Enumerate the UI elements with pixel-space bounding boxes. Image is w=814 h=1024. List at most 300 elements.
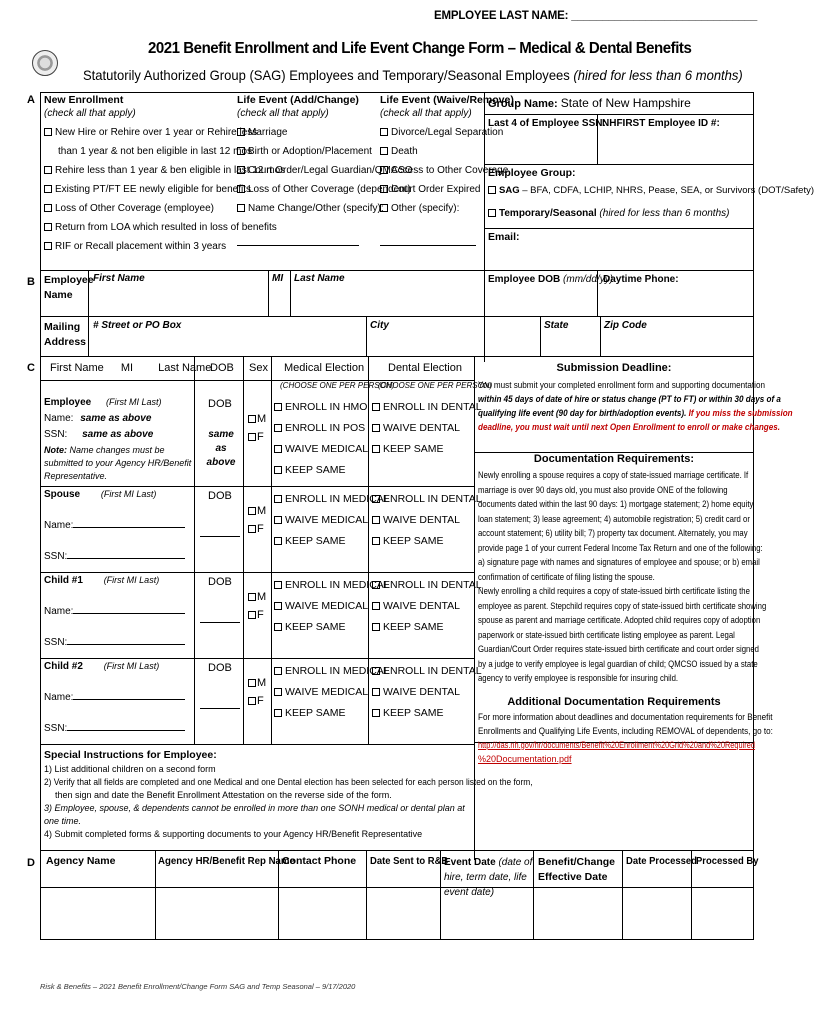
nhfirst-id-label: NHFIRST Employee ID #: bbox=[602, 118, 720, 129]
choose-one-dental: (CHOOSE ONE PER PERSON) bbox=[378, 381, 493, 390]
additional-line-2: Enrollments and Qualifying Life Events, including REMOVAL of dependents, go to: bbox=[478, 725, 773, 736]
dependent-dob-field[interactable] bbox=[200, 536, 240, 537]
enroll-dental-option[interactable] bbox=[372, 489, 482, 510]
dependent-sub: (First MI Last) bbox=[103, 661, 160, 671]
documentation-line: Guardian/Court Order requires state-issued birth certificate and court order signed bbox=[478, 644, 759, 654]
rehire-eligible-option[interactable] bbox=[44, 164, 286, 177]
col-first-name: First Name bbox=[50, 362, 104, 374]
special-heading: Special Instructions for Employee: bbox=[44, 749, 217, 761]
dependent-sex bbox=[248, 674, 266, 710]
option-label: WAIVE MEDICAL bbox=[285, 514, 369, 526]
group-name-label: Group Name: bbox=[488, 98, 558, 110]
checkbox[interactable] bbox=[274, 495, 282, 503]
waive-dental-option[interactable] bbox=[372, 596, 482, 617]
checkbox[interactable] bbox=[274, 424, 282, 432]
option-label: ENROLL IN DENTAL bbox=[383, 665, 482, 677]
option-label: KEEP SAME bbox=[285, 707, 346, 719]
temp-seasonal-option[interactable] bbox=[488, 207, 729, 220]
special-item-3: 3) Employee, spouse, & dependents cannot be enrolled in more than one SONH medical or dental plan at one time. bbox=[44, 803, 465, 826]
sag-text: – BFA, CDFA, LCHIP, NHRS, Pease, SEA, or Survivors (DOT/Safety) bbox=[522, 185, 814, 196]
employee-first-name-field[interactable] bbox=[92, 286, 266, 314]
checkbox[interactable] bbox=[372, 688, 380, 696]
checkbox[interactable] bbox=[237, 204, 245, 212]
option-label: ENROLL IN POS bbox=[285, 422, 366, 434]
enroll-dental-option[interactable] bbox=[372, 397, 482, 418]
dependent-label: Spouse bbox=[44, 489, 81, 500]
option-label: KEEP SAME bbox=[285, 621, 346, 633]
death-option[interactable] bbox=[380, 145, 484, 158]
sex-f-option[interactable] bbox=[248, 428, 266, 446]
keep-same-dental-option[interactable] bbox=[372, 439, 482, 460]
keep-same-dental-option[interactable] bbox=[372, 617, 482, 638]
documentation-line: Newly enrolling a spouse requires a copy of state-issued marriage certificate. If bbox=[478, 470, 749, 480]
loss-other-coverage-option[interactable] bbox=[237, 183, 411, 196]
employee-row-sub: (First MI Last) bbox=[106, 397, 162, 407]
checkbox[interactable] bbox=[380, 185, 388, 193]
documentation-line: marriage is over 90 days old, you must also provide ONE of the following bbox=[478, 484, 728, 495]
checkbox[interactable] bbox=[44, 128, 52, 136]
option-label: WAIVE DENTAL bbox=[383, 686, 461, 698]
sex-m-option[interactable] bbox=[248, 588, 266, 606]
checkbox[interactable] bbox=[237, 147, 245, 155]
checkbox[interactable] bbox=[248, 611, 256, 619]
submission-text-3-red: If you miss the submission bbox=[688, 408, 793, 418]
docs-heading: Documentation Requirements: bbox=[533, 453, 695, 465]
documentation-line: agency to verify employee is responsible for insuring child. bbox=[478, 673, 679, 683]
sex-f-label: F bbox=[257, 431, 264, 443]
checkbox[interactable] bbox=[372, 602, 380, 610]
mi-label: MI bbox=[272, 273, 284, 284]
employee-dob-value: same as above bbox=[206, 429, 236, 468]
employee-last-name-label: EMPLOYEE LAST NAME: ______________________________ bbox=[434, 10, 758, 22]
name-change-option[interactable] bbox=[237, 202, 382, 215]
submission-text-2: within 45 days of date of hire or status change (PT to FT) or within 30 days of a bbox=[478, 394, 781, 404]
submission-text-4: deadline, you must wait until next Open Enrollment to enroll or make changes. bbox=[478, 422, 781, 432]
event-date-field[interactable] bbox=[442, 889, 531, 938]
ssn-label: SSN: bbox=[44, 637, 68, 648]
documentation-line: a) signature page with names and signatures of employee and spouse; or b) email bbox=[478, 557, 760, 567]
option-label: WAIVE DENTAL bbox=[383, 514, 461, 526]
submission-text-3: qualifying life event (90 day for birth/adoption events). bbox=[478, 408, 687, 418]
option-label: Rehire less than 1 year & ben eligible in last 12 mos bbox=[55, 165, 286, 176]
option-label: WAIVE MEDICAL bbox=[285, 686, 369, 698]
option-label: ENROLL IN MEDICAL bbox=[285, 493, 390, 505]
employee-group-label: Employee Group: bbox=[488, 167, 576, 179]
employee-dob-label bbox=[488, 274, 613, 285]
dependent-dental-options bbox=[372, 575, 482, 638]
checkbox[interactable] bbox=[248, 697, 256, 705]
special-item-4: 4) Submit completed forms & supporting documents to your Agency HR/Benefit Representative bbox=[44, 829, 423, 839]
checkbox[interactable] bbox=[372, 581, 380, 589]
option-label: Birth or Adoption/Placement bbox=[248, 146, 372, 157]
option-label: ENROLL IN DENTAL bbox=[383, 493, 482, 505]
employee-dental-options bbox=[372, 397, 482, 460]
dependent-dob: DOB bbox=[208, 576, 232, 588]
checkbox[interactable] bbox=[237, 128, 245, 136]
group-name-value: State of New Hampshire bbox=[560, 96, 691, 110]
documentation-line: account statement; 6) utility bill; 7) property tax document. Alternately, you may bbox=[478, 528, 748, 538]
enroll-hmo-option[interactable] bbox=[274, 397, 368, 418]
option-label: KEEP SAME bbox=[383, 535, 444, 547]
first-name-label: First Name bbox=[93, 273, 145, 284]
agency-rep-field[interactable] bbox=[157, 889, 276, 938]
checkbox[interactable] bbox=[274, 667, 282, 675]
dependent-dob: DOB bbox=[208, 662, 232, 674]
new-enrollment-heading: New Enrollment bbox=[44, 94, 124, 106]
option-label: Return from LOA which resulted in loss of benefits bbox=[55, 222, 277, 233]
option-label: ENROLL IN HMO bbox=[285, 401, 368, 413]
checkbox[interactable] bbox=[248, 507, 256, 515]
checkbox[interactable] bbox=[248, 433, 256, 441]
employee-name-value: same as above bbox=[80, 413, 152, 424]
processed-by-field[interactable] bbox=[693, 889, 752, 938]
dependent-ssn-row[interactable] bbox=[44, 550, 192, 563]
checkbox[interactable] bbox=[237, 185, 245, 193]
dependent-sub: (First MI Last) bbox=[100, 489, 157, 499]
effective-date-field[interactable] bbox=[535, 889, 620, 938]
sex-m-option[interactable] bbox=[248, 410, 266, 428]
option-label: WAIVE MEDICAL bbox=[285, 443, 369, 455]
option-label: WAIVE DENTAL bbox=[383, 422, 461, 434]
new-hire-option-continued: than 1 year & not ben eligible in last 12 mos bbox=[58, 146, 253, 157]
option-label: ENROLL IN DENTAL bbox=[383, 579, 482, 591]
nhfirst-id-field[interactable] bbox=[602, 132, 750, 160]
employee-medical-options bbox=[274, 397, 368, 481]
city-label: City bbox=[370, 320, 389, 331]
state-seal-icon bbox=[32, 50, 58, 76]
return-loa-option[interactable] bbox=[44, 221, 277, 234]
dependent-dob: DOB bbox=[208, 490, 232, 502]
enroll-dental-option[interactable] bbox=[372, 661, 482, 682]
waive-medical-option[interactable] bbox=[274, 439, 368, 460]
state-label: State bbox=[544, 320, 569, 331]
col-dental-election: Dental Election bbox=[388, 362, 462, 374]
option-label: Divorce/Legal Separation bbox=[391, 127, 504, 138]
dependent-ssn-field[interactable] bbox=[67, 644, 185, 645]
spouse-row bbox=[44, 488, 192, 563]
checkbox[interactable] bbox=[274, 466, 282, 474]
dependent-name-field[interactable] bbox=[73, 527, 185, 528]
sag-label: SAG bbox=[499, 185, 520, 196]
checkbox[interactable] bbox=[44, 204, 52, 212]
rif-recall-option[interactable] bbox=[44, 240, 234, 253]
date-sent-field[interactable] bbox=[368, 889, 438, 938]
name-label: Name: bbox=[44, 520, 74, 531]
dependent-label: Child #1 bbox=[44, 575, 83, 586]
child-2-row bbox=[44, 660, 192, 735]
email-label: Email: bbox=[488, 231, 520, 243]
submission-text-1: You must submit your completed enrollment form and supporting documentation bbox=[478, 380, 765, 390]
agency-name-field[interactable] bbox=[42, 889, 153, 938]
name-change-specify-field[interactable] bbox=[237, 245, 359, 246]
agency-rep-label: Agency HR/Benefit Rep Name bbox=[158, 855, 295, 867]
street-label: # Street or PO Box bbox=[93, 320, 182, 331]
checkbox[interactable] bbox=[274, 403, 282, 411]
choose-one-medical: (CHOOSE ONE PER PERSON) bbox=[280, 381, 395, 390]
employee-row bbox=[44, 396, 192, 483]
keep-same-medical-option[interactable] bbox=[274, 460, 368, 481]
documentation-line: by a judge to verify employee is legal guardian of child; QMCSO issued by a state bbox=[478, 658, 758, 669]
checkbox[interactable] bbox=[380, 128, 388, 136]
option-label: WAIVE MEDICAL bbox=[285, 600, 369, 612]
option-label: RIF or Recall placement within 3 years bbox=[55, 241, 227, 252]
checkbox[interactable] bbox=[248, 415, 256, 423]
mailing-address-label: Mailing Address bbox=[44, 321, 87, 348]
additional-heading: Additional Documentation Requirements bbox=[507, 695, 721, 708]
sex-m-option[interactable] bbox=[248, 674, 266, 692]
subtitle-note: (hired for less than 6 months) bbox=[573, 67, 743, 83]
employee-last-name-field[interactable] bbox=[294, 286, 480, 314]
form-subtitle bbox=[83, 67, 743, 83]
sex-f-label: F bbox=[257, 523, 264, 535]
sex-m-label: M bbox=[257, 591, 267, 603]
date-processed-field[interactable] bbox=[624, 889, 689, 938]
checkbox[interactable] bbox=[488, 209, 496, 217]
sex-f-option[interactable] bbox=[248, 606, 266, 624]
section-d-letter: D bbox=[27, 857, 35, 869]
col-medical-election: Medical Election bbox=[284, 362, 365, 374]
documentation-link-continued[interactable]: %20Documentation.pdf bbox=[478, 753, 572, 764]
employee-dob: DOB bbox=[208, 398, 232, 410]
temp-label: Temporary/Seasonal bbox=[499, 208, 597, 219]
documentation-line: loan statement; 3) lease agreement; 4) automobile registration; 5) credit card or bbox=[478, 513, 750, 524]
court-order-option[interactable] bbox=[237, 164, 413, 177]
option-label: WAIVE DENTAL bbox=[383, 600, 461, 612]
life-event-add-note: (check all that apply) bbox=[237, 108, 329, 119]
checkbox[interactable] bbox=[44, 185, 52, 193]
checkbox[interactable] bbox=[372, 424, 380, 432]
dependent-dental-options bbox=[372, 661, 482, 724]
other-specify-option[interactable] bbox=[380, 202, 484, 215]
option-label: KEEP SAME bbox=[285, 535, 346, 547]
option-label: Loss of Other Coverage (employee) bbox=[55, 203, 214, 214]
contact-phone-label: Contact Phone bbox=[282, 855, 357, 867]
checkbox[interactable] bbox=[274, 688, 282, 696]
option-label: KEEP SAME bbox=[383, 621, 444, 633]
note-label: Note: bbox=[44, 445, 67, 455]
option-label: Name Change/Other (specify): bbox=[248, 203, 384, 214]
employee-ssn-value: same as above bbox=[82, 429, 154, 440]
section-c-letter: C bbox=[27, 362, 35, 374]
date-sent-label: Date Sent to R&B bbox=[370, 855, 449, 867]
life-event-add-heading: Life Event (Add/Change) bbox=[237, 94, 359, 106]
employee-sex bbox=[248, 410, 266, 446]
keep-same-dental-option[interactable] bbox=[372, 531, 482, 552]
agency-name-label: Agency Name bbox=[46, 855, 116, 867]
access-other-coverage-option[interactable] bbox=[380, 164, 509, 177]
checkbox[interactable] bbox=[248, 679, 256, 687]
sex-m-option[interactable] bbox=[248, 502, 266, 520]
sex-f-option[interactable] bbox=[248, 520, 266, 538]
marriage-option[interactable] bbox=[237, 126, 382, 139]
dependent-dob-field[interactable] bbox=[200, 708, 240, 709]
option-label: KEEP SAME bbox=[383, 707, 444, 719]
checkbox[interactable] bbox=[372, 709, 380, 717]
option-label: ENROLL IN DENTAL bbox=[383, 401, 482, 413]
dependents-header bbox=[50, 362, 211, 374]
enroll-pos-option[interactable] bbox=[274, 418, 368, 439]
existing-ee-option[interactable] bbox=[44, 183, 252, 196]
checkbox[interactable] bbox=[372, 445, 380, 453]
dependent-ssn-field[interactable] bbox=[67, 558, 185, 559]
date-processed-label: Date Processed bbox=[626, 855, 697, 867]
option-label: KEEP SAME bbox=[383, 443, 444, 455]
other-specify-field[interactable] bbox=[380, 245, 476, 246]
dependent-ssn-row[interactable] bbox=[44, 636, 192, 649]
additional-line-1: For more information about deadlines and documentation requirements for Benefit bbox=[478, 711, 773, 722]
checkbox[interactable] bbox=[237, 166, 245, 174]
dependent-sex bbox=[248, 588, 266, 624]
special-item-2-continued: then sign and date the Benefit Enrollment Attestation on the reverse side of the form. bbox=[55, 790, 392, 800]
new-enrollment-note: (check all that apply) bbox=[44, 108, 136, 119]
dependent-label: Child #2 bbox=[44, 661, 83, 672]
checkbox[interactable] bbox=[274, 623, 282, 631]
checkbox[interactable] bbox=[274, 537, 282, 545]
checkbox[interactable] bbox=[488, 186, 496, 194]
employee-ssn-label: SSN: bbox=[44, 429, 68, 440]
checkbox[interactable] bbox=[274, 516, 282, 524]
checkbox[interactable] bbox=[372, 537, 380, 545]
col-sex: Sex bbox=[249, 362, 268, 374]
submission-heading: Submission Deadline: bbox=[556, 362, 672, 374]
checkbox[interactable] bbox=[44, 223, 52, 231]
subtitle-text: Statutorily Authorized Group (SAG) Employees and Temporary/Seasonal Employees bbox=[83, 67, 570, 83]
dependent-sub: (First MI Last) bbox=[103, 575, 160, 585]
ssn-label: SSN: bbox=[44, 551, 68, 562]
effective-date-label: Benefit/Change Effective Date bbox=[538, 856, 616, 883]
form-title: 2021 Benefit Enrollment and Life Event Change Form – Medical & Dental Benefits bbox=[148, 40, 692, 57]
footer-text: Risk & Benefits – 2021 Benefit Enrollment/Change Form SAG and Temp Seasonal – 9/17/2020 bbox=[40, 982, 356, 991]
special-item-2: 2) Verify that all fields are completed and one Medical and one Dental election has been selected for each person listed on the form, bbox=[44, 777, 533, 787]
option-label: New Hire or Rehire over 1 year or Rehire less bbox=[55, 127, 258, 138]
option-label: ENROLL IN MEDICAL bbox=[285, 579, 390, 591]
option-label: Access to Other Coverage bbox=[391, 165, 509, 176]
checkbox[interactable] bbox=[248, 525, 256, 533]
sex-f-label: F bbox=[257, 609, 264, 621]
employee-name-label: Name: bbox=[44, 413, 74, 424]
dependent-name-row[interactable] bbox=[44, 519, 192, 532]
checkbox[interactable] bbox=[372, 403, 380, 411]
employee-name-label: Employee Name bbox=[44, 274, 94, 301]
option-label: KEEP SAME bbox=[285, 464, 346, 476]
documentation-link[interactable]: http://das.nh.gov/hr/documents/Benefit%20Enrollment%20Grid%20and%20Required bbox=[478, 739, 755, 750]
checkbox[interactable] bbox=[372, 667, 380, 675]
documentation-line: Newly enrolling a child requires a copy of state-issued birth certificate listing the bbox=[478, 586, 750, 596]
checkbox[interactable] bbox=[274, 581, 282, 589]
documentation-line: provide page 1 of your current Federal Income Tax Return and one of the following: bbox=[478, 542, 763, 553]
sex-f-label: F bbox=[257, 695, 264, 707]
option-label: ENROLL IN MEDICAL bbox=[285, 665, 390, 677]
checkbox[interactable] bbox=[372, 623, 380, 631]
sex-m-label: M bbox=[257, 413, 267, 425]
event-date-text: Event Date bbox=[444, 857, 496, 868]
enroll-dental-option[interactable] bbox=[372, 575, 482, 596]
event-date-note: (date of hire, term date, life event date) bbox=[444, 857, 533, 898]
option-label: Other (specify): bbox=[391, 203, 460, 214]
sag-option[interactable] bbox=[488, 184, 814, 197]
dependent-dental-options bbox=[372, 489, 482, 552]
processed-by-label: Processed By bbox=[696, 855, 759, 867]
name-label: Name: bbox=[44, 606, 74, 617]
ssn-last4-field[interactable] bbox=[488, 132, 593, 160]
ssn-last4-label: Last 4 of Employee SSN: bbox=[488, 118, 606, 129]
waive-dental-option[interactable] bbox=[372, 418, 482, 439]
dependent-ssn-row[interactable] bbox=[44, 722, 192, 735]
section-b-letter: B bbox=[27, 276, 35, 288]
last-name-label: Last Name bbox=[294, 273, 345, 284]
option-label: Death bbox=[391, 146, 418, 157]
col-dob: DOB bbox=[210, 362, 234, 374]
documentation-line: confirmation of certificate of filing listing the spouse. bbox=[478, 571, 655, 582]
dependent-sex bbox=[248, 502, 266, 538]
dependent-ssn-field[interactable] bbox=[67, 730, 185, 731]
divorce-option[interactable] bbox=[380, 126, 504, 139]
life-event-waive-note: (check all that apply) bbox=[380, 108, 472, 119]
checkbox[interactable] bbox=[380, 204, 388, 212]
ssn-label: SSN: bbox=[44, 723, 68, 734]
contact-phone-field[interactable] bbox=[280, 889, 364, 938]
birth-adoption-option[interactable] bbox=[237, 145, 382, 158]
name-label: Name: bbox=[44, 692, 74, 703]
temp-note: (hired for less than 6 months) bbox=[599, 208, 730, 219]
dependent-name-field[interactable] bbox=[73, 613, 185, 614]
checkbox[interactable] bbox=[248, 593, 256, 601]
child-1-row bbox=[44, 574, 192, 649]
checkbox[interactable] bbox=[372, 516, 380, 524]
waive-dental-option[interactable] bbox=[372, 682, 482, 703]
note-text: Name changes must be submitted to your Agency HR/Benefit Representative. bbox=[44, 445, 192, 481]
new-hire-option[interactable] bbox=[44, 126, 258, 139]
email-field[interactable] bbox=[530, 231, 750, 267]
col-mi: MI bbox=[120, 362, 134, 374]
dob-format: (mm/dd/yy) bbox=[563, 274, 614, 285]
option-label: Existing PT/FT EE newly eligible for benefits bbox=[55, 184, 252, 195]
life-event-waive-heading: Life Event (Waive/Remove) bbox=[380, 94, 514, 106]
documentation-line: documents dated within the last 90 days: 1) mortgage statement; 2) home equity bbox=[478, 499, 754, 509]
documentation-line: paperwork or state-issued birth certificate listing employee as parent. Legal bbox=[478, 629, 735, 640]
court-order-expired-option[interactable] bbox=[380, 183, 484, 196]
checkbox[interactable] bbox=[380, 166, 388, 174]
keep-same-dental-option[interactable] bbox=[372, 703, 482, 724]
daytime-phone-label: Daytime Phone: bbox=[603, 274, 679, 285]
loss-coverage-option[interactable] bbox=[44, 202, 234, 215]
dob-label-text: Employee DOB bbox=[488, 274, 561, 285]
dependent-dob-field[interactable] bbox=[200, 622, 240, 623]
waive-dental-option[interactable] bbox=[372, 510, 482, 531]
submission-panel bbox=[478, 360, 793, 766]
dependent-name-field[interactable] bbox=[73, 699, 185, 700]
checkbox[interactable] bbox=[274, 709, 282, 717]
dependent-name-row[interactable] bbox=[44, 691, 192, 704]
dependent-name-row[interactable] bbox=[44, 605, 192, 618]
checkbox[interactable] bbox=[44, 242, 52, 250]
checkbox[interactable] bbox=[274, 602, 282, 610]
option-label: Court Order/Legal Guardian/QMCSO bbox=[248, 165, 413, 176]
sex-m-label: M bbox=[257, 677, 267, 689]
checkbox[interactable] bbox=[380, 147, 388, 155]
checkbox[interactable] bbox=[44, 166, 52, 174]
option-label: Marriage bbox=[248, 127, 288, 138]
checkbox[interactable] bbox=[274, 445, 282, 453]
employee-row-label: Employee bbox=[44, 397, 92, 408]
checkbox[interactable] bbox=[372, 495, 380, 503]
sex-f-option[interactable] bbox=[248, 692, 266, 710]
documentation-line: employee as parent. Stepchild requires copy of state-issued birth certificate showing bbox=[478, 600, 767, 611]
sex-m-label: M bbox=[257, 505, 267, 517]
option-label: Court Order Expired bbox=[391, 184, 481, 195]
documentation-line: spouse as parent and marriage certificate. Adopted child requires copy of adoption bbox=[478, 615, 761, 625]
zip-code-label: Zip Code bbox=[604, 320, 647, 331]
